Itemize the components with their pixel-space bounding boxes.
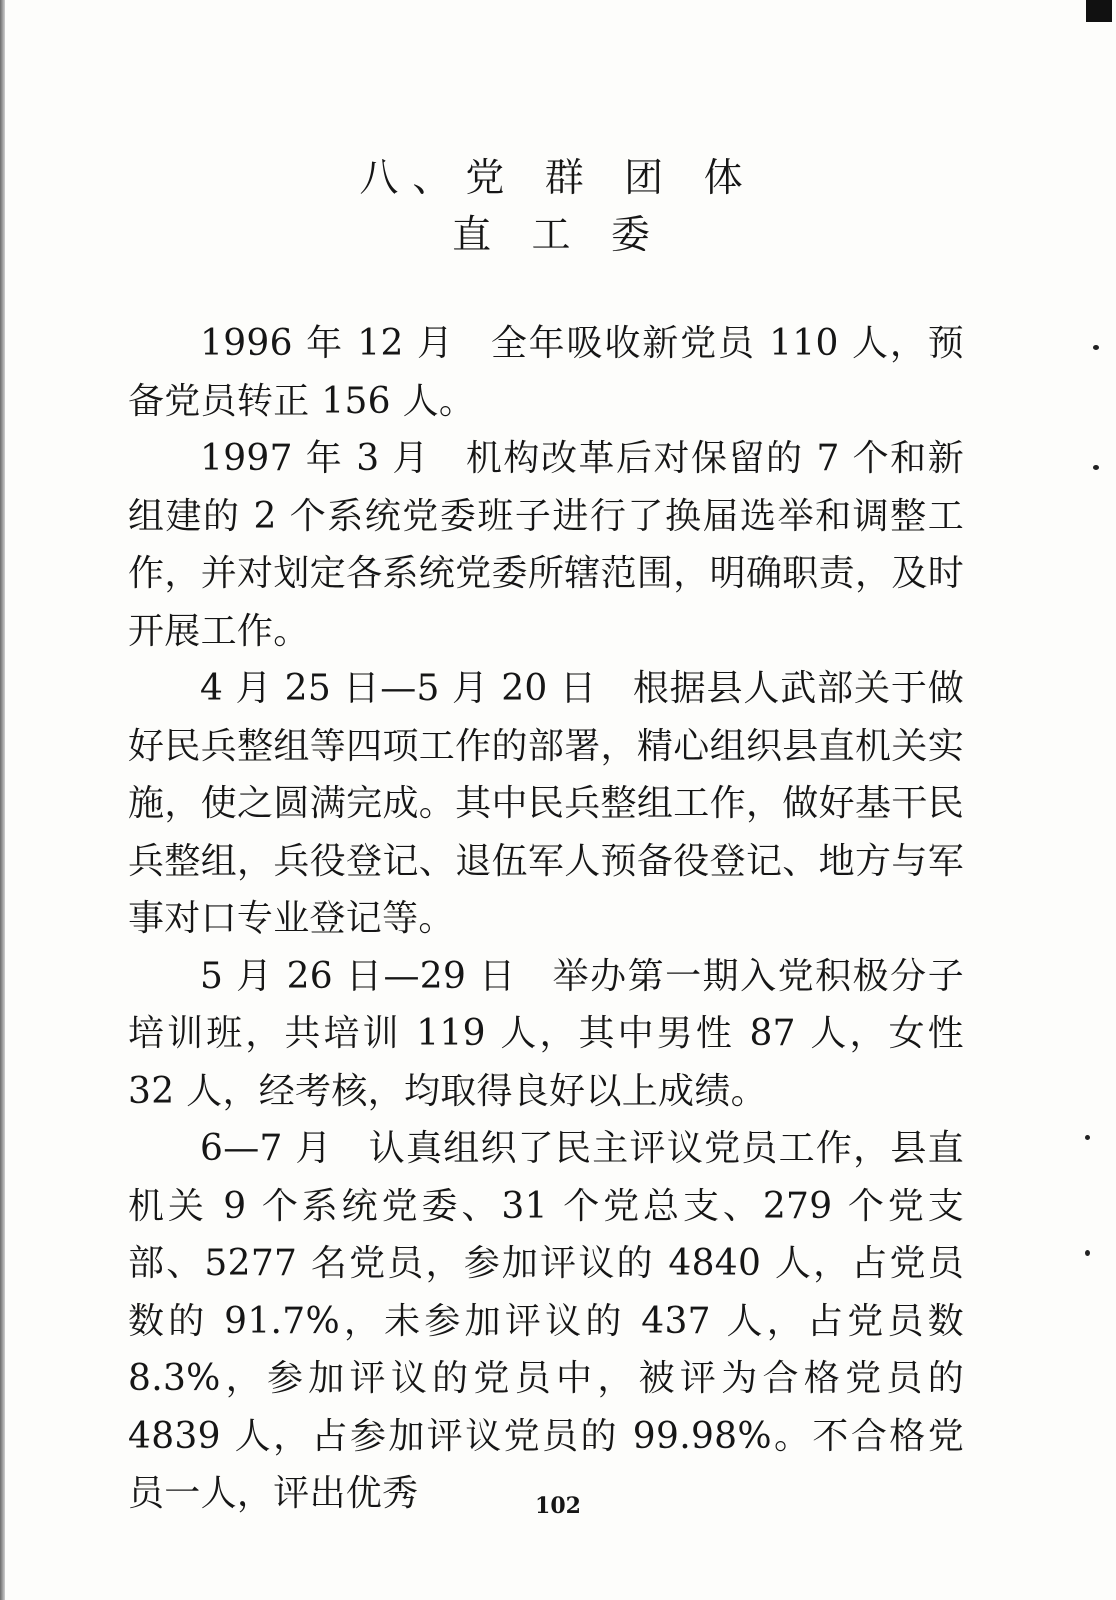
body-text bbox=[128, 315, 964, 1523]
entry-text: 举办第一期入党积极分子培训班，共培训 119 人，其中男性 87 人，女性 32 人，经考核，均取得良好以上成绩。 bbox=[128, 955, 964, 1112]
scan-speck bbox=[1085, 1250, 1090, 1256]
entry-date: 4 月 25 日—5 月 20 日 bbox=[200, 668, 597, 709]
entry-paragraph bbox=[128, 1120, 964, 1523]
scan-speck bbox=[1093, 345, 1099, 350]
entry-date: 6—7 月 bbox=[200, 1128, 333, 1169]
scan-speck bbox=[1093, 465, 1099, 470]
section-title: 八、党 群 团 体 bbox=[359, 156, 757, 201]
scan-speck bbox=[1085, 1135, 1090, 1140]
page-number: 102 bbox=[535, 1493, 581, 1519]
subsection-title: 直 工 委 bbox=[452, 213, 664, 258]
entry-date: 5 月 26 日—29 日 bbox=[200, 955, 517, 997]
entry-paragraph bbox=[128, 660, 964, 948]
entry-text: 认真组织了民主评议党员工作，县直机关 9 个系统党委、31 个党总支、279 个党支部、5277 名党员，参加评议的 4840 人，占党员数的 91.7%，未参加评议的 437 人，占党员数 8.3%，参加评议的党员中，被评为合格党员的 4839 人，占参加评议党员的 99.98%。不合格党员一人，评出优秀 bbox=[128, 1128, 964, 1514]
entry-text: 根据县人武部关于做好民兵整组等四项工作的部署，精心组织县直机关实施，使之圆满完成。其中民兵整组工作，做好基干民兵整组，兵役登记、退伍军人预备役登记、地方与军事对口专业登记等。 bbox=[128, 668, 965, 939]
entry-date: 1996 年 12 月 bbox=[200, 323, 455, 364]
entry-paragraph bbox=[128, 948, 964, 1121]
entry-date: 1997 年 3 月 bbox=[200, 438, 430, 479]
scan-corner-mark bbox=[1086, 0, 1112, 22]
entry-text: 全年吸收新党员 110 人，预备党员转正 156 人。 bbox=[128, 323, 964, 422]
entry-text: 机构改革后对保留的 7 个和新组建的 2 个系统党委班子进行了换届选举和调整工作，并对划定各系统党委所辖范围，明确职责，及时开展工作。 bbox=[128, 438, 964, 652]
entry-paragraph bbox=[128, 430, 964, 660]
entry-paragraph bbox=[128, 315, 964, 430]
